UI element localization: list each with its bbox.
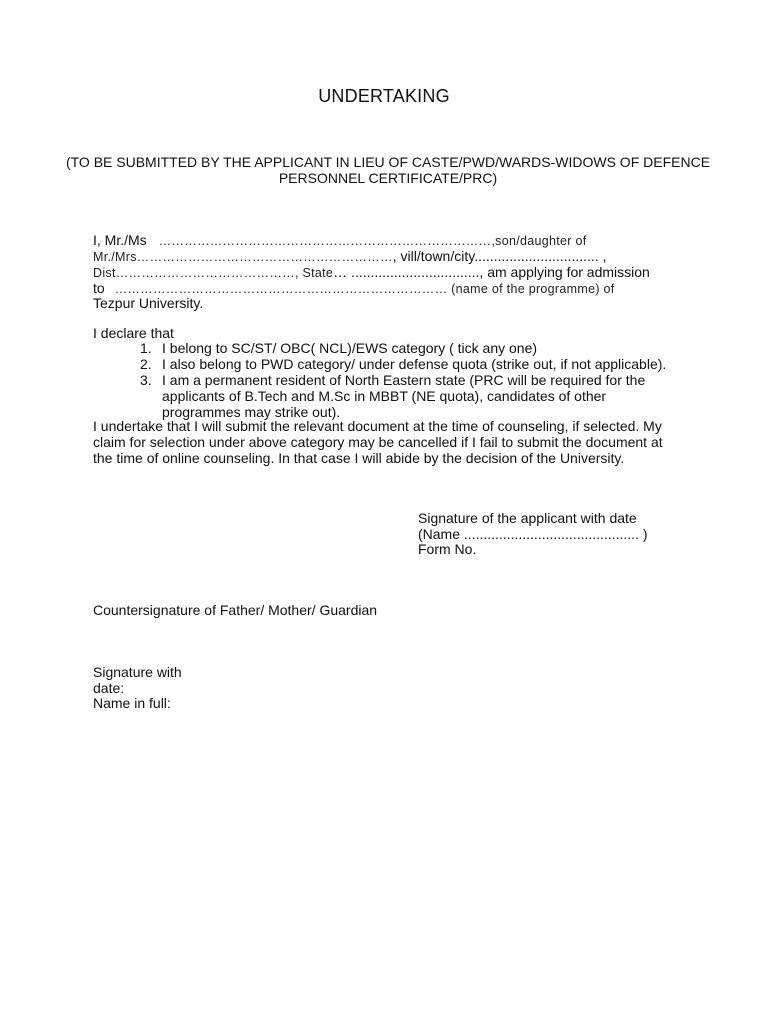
undertaking-paragraph: I undertake that I will submit the relevant document at the time of counseling, if selected. My claim for selection under above category may be cancelled if I fail to submit the document at the time of online counseling. In that case I will abide by the decision of the University. [93, 418, 663, 466]
form-line-4-prefix: to [93, 280, 105, 296]
declare-intro: I declare that [93, 325, 174, 341]
form-line-3 [93, 264, 650, 281]
form-line-3-suffix: , am applying for admission [479, 264, 650, 280]
guardian-name-label: Name in full: [93, 695, 171, 711]
form-line-1-prefix: I, Mr./Ms [93, 232, 147, 248]
form-line-2-prefix: Mr./Mrs [93, 250, 137, 264]
form-line-3-prefix: Dist [93, 266, 116, 280]
page-title: UNDERTAKING [318, 86, 450, 106]
form-line-4-suffix: (name of the programme) of [447, 282, 615, 296]
form-line-3-mid: , State [294, 266, 334, 280]
countersignature-label: Countersignature of Father/ Mother/ Guardian [93, 602, 378, 618]
applicant-name-line: (Name ............................................. ) [418, 526, 648, 542]
form-line-2-mid: , vill/town/city [392, 248, 475, 264]
guardian-signature-label: Signature with [93, 664, 182, 680]
list-item-2-number: 2. [140, 356, 152, 372]
district-blank: …………………………………… [115, 266, 295, 280]
form-line-1-suffix: ,son/daughter of [491, 234, 587, 248]
guardian-date-label: date: [93, 680, 125, 696]
page-subtitle: (TO BE SUBMITTED BY THE APPLICANT IN LIEU OF CASTE/PWD/WARDS-WIDOWS OF DEFENCE PERSONNEL CERTIFICATE/PRC) [65, 154, 711, 186]
list-item-1-number: 1. [140, 340, 152, 356]
form-line-1 [93, 232, 587, 249]
list-item-3-text: I am a permanent resident of North Eastern state (PRC will be required for the applicants of B.Tech and M.Sc in MBBT (NE quota), candidates of other programmes may strike out). [162, 372, 646, 420]
programme-blank: …………………………………………………………………… [114, 282, 448, 296]
form-line-5: Tezpur University. [93, 295, 204, 311]
name-blank: …………………………………………………………………… [158, 234, 492, 248]
list-item-2-text: I also belong to PWD category/ under defense quota (strike out, if not applicable). [162, 356, 667, 372]
list-item-3-number: 3. [140, 372, 152, 388]
village-blank: ................................ [474, 248, 599, 264]
parent-name-blank: …………………………………………………… [136, 250, 393, 264]
form-line-2 [93, 248, 606, 265]
list-item-1-text: I belong to SC/ST/ OBC( NCL)/EWS category ( tick any one) [162, 340, 538, 356]
applicant-signature-label: Signature of the applicant with date [418, 510, 637, 526]
form-number-label: Form No. [418, 541, 477, 557]
state-blank: … ................................. [333, 264, 480, 280]
form-line-2-end: , [602, 248, 607, 264]
